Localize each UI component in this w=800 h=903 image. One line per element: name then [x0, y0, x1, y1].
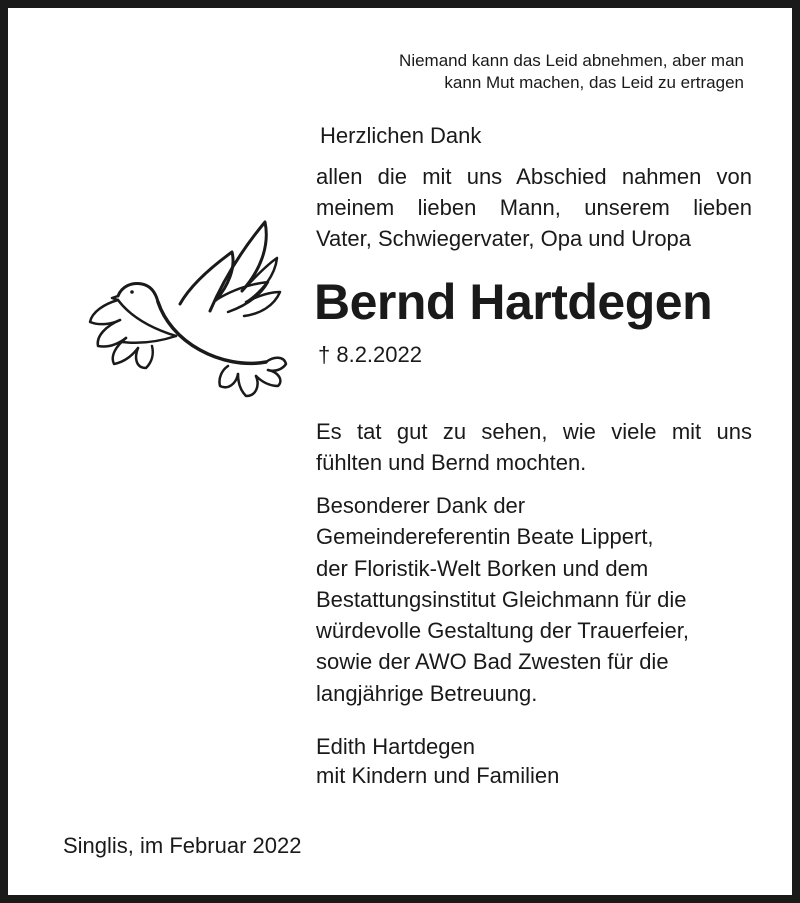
signature [316, 732, 756, 790]
intro-line: Vater, Schwiegervater, Opa und Uropa [316, 226, 692, 251]
quote-line: Niemand kann das Leid abnehmen, aber man [399, 51, 744, 70]
death-date: † 8.2.2022 [318, 342, 422, 367]
quote [399, 50, 744, 94]
paragraph-line: der Floristik-Welt Borken und dem [316, 555, 649, 581]
paragraph-line: fühlten und Bernd mochten. [316, 450, 587, 475]
dove-icon [60, 216, 292, 404]
quote-line: kann Mut machen, das Leid zu ertragen [444, 73, 744, 92]
paragraph-line: Es tat gut zu sehen, wie viele mit uns [316, 419, 752, 444]
paragraph-line: würdevolle Gestaltung der Trauerfeier, [316, 618, 689, 644]
paragraph-line: sowie der AWO Bad Zwesten für die [316, 649, 669, 675]
paragraph-line: langjährige Betreuung. [316, 680, 538, 706]
paragraph-line: Besonderer Dank der [316, 493, 526, 518]
paragraph-line: Bestattungsinstitut Gleichmann für die [316, 586, 687, 612]
place-date: Singlis, im Februar 2022 [63, 833, 302, 858]
signature-line: Edith Hartdegen [316, 734, 475, 759]
intro-line: allen die mit uns Abschied nahmen von [316, 164, 752, 189]
intro-text [316, 161, 756, 254]
signature-line: mit Kindern und Familien [316, 763, 560, 788]
deceased-name: Bernd Hartdegen [314, 274, 713, 330]
heading: Herzlichen Dank [320, 123, 482, 148]
paragraph-gratitude [316, 416, 756, 478]
paragraph-line: Gemeindereferentin Beate Lippert, [316, 524, 654, 550]
intro-line: meinem lieben Mann, unserem lieben [316, 195, 752, 220]
paragraph-special-thanks [316, 490, 756, 709]
